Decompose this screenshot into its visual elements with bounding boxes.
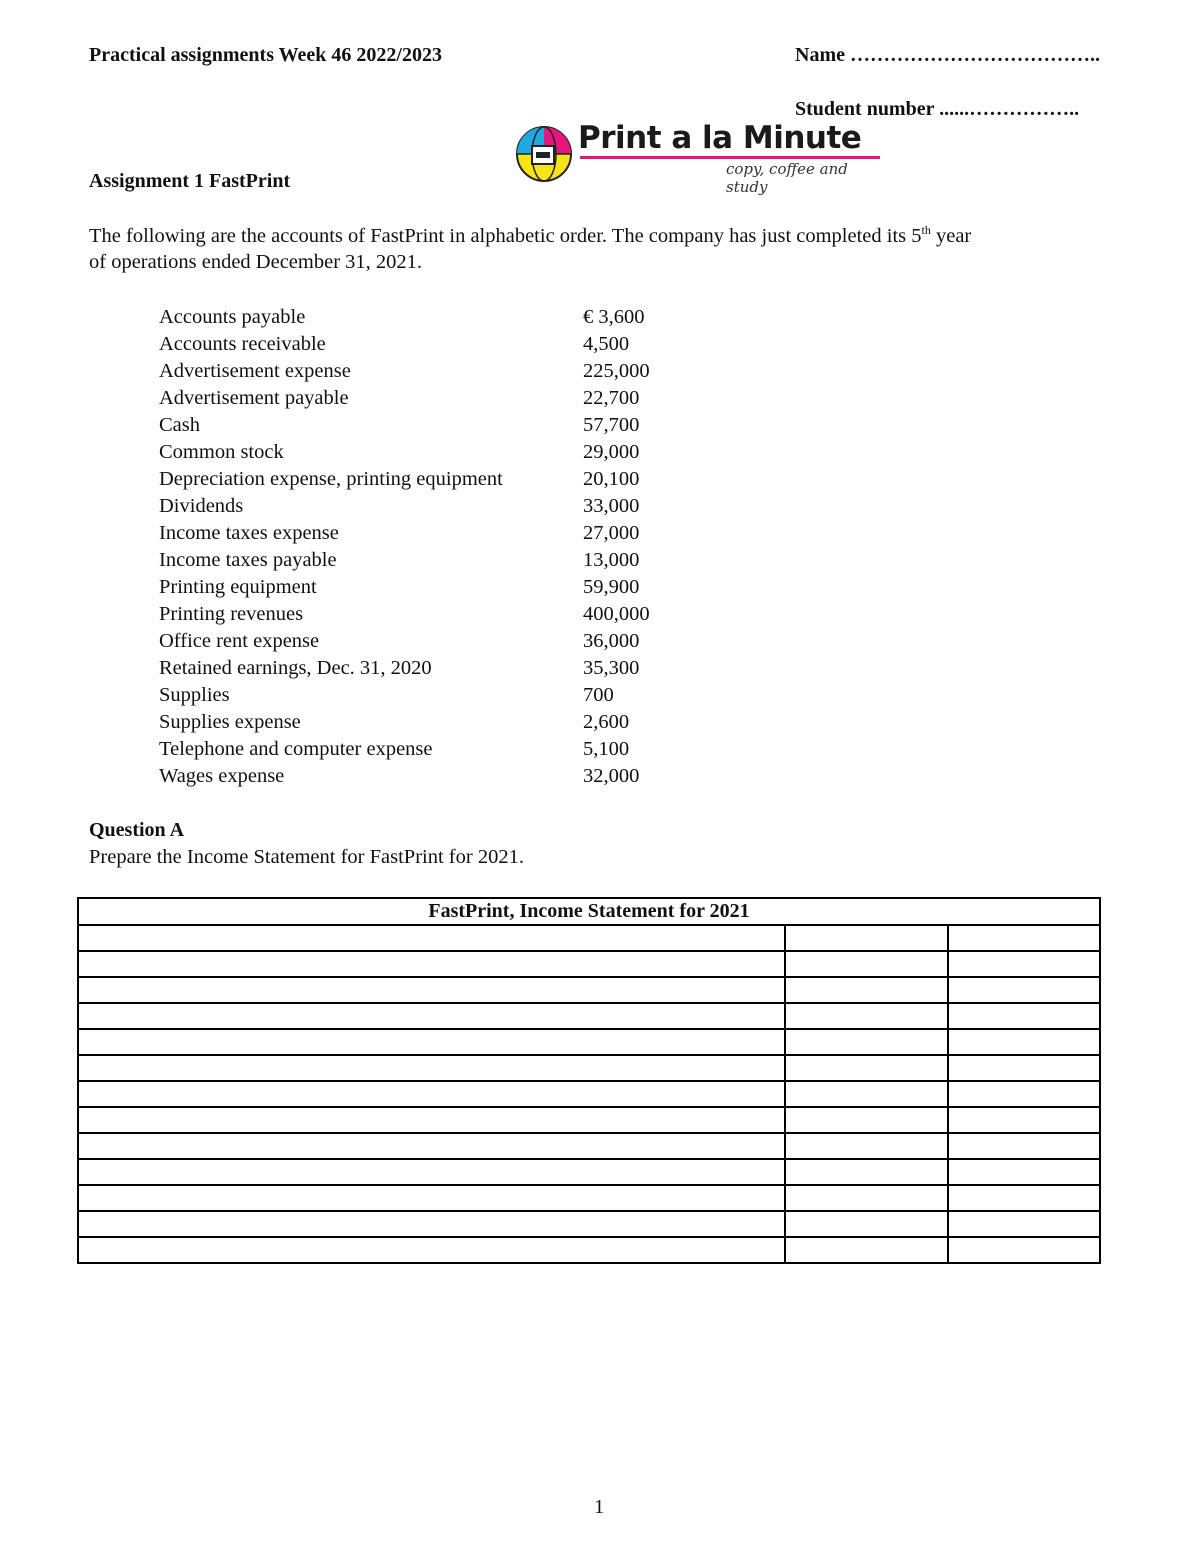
income-statement-row: [78, 1055, 1100, 1081]
account-row: [159, 709, 650, 736]
account-row: [159, 439, 650, 466]
account-row: [159, 331, 650, 358]
amount-cell[interactable]: [948, 977, 1100, 1003]
account-name: Advertisement payable: [159, 387, 349, 409]
amount-cell[interactable]: [948, 951, 1100, 977]
income-statement-row: [78, 1159, 1100, 1185]
amount-cell[interactable]: [948, 1003, 1100, 1029]
account-row: [159, 682, 650, 709]
amount-cell[interactable]: [785, 1003, 949, 1029]
account-name: Income taxes expense: [159, 522, 339, 544]
account-value: 33,000: [583, 495, 640, 517]
income-statement-row: [78, 925, 1100, 951]
account-row: [159, 736, 650, 763]
account-row: [159, 493, 650, 520]
account-row: [159, 655, 650, 682]
amount-cell[interactable]: [948, 1133, 1100, 1159]
account-row: [159, 520, 650, 547]
account-row: [159, 601, 650, 628]
account-row: [159, 385, 650, 412]
amount-cell[interactable]: [785, 1133, 949, 1159]
accounts-list: [159, 304, 650, 790]
income-statement-row: [78, 1003, 1100, 1029]
account-name: Supplies: [159, 684, 230, 706]
amount-cell[interactable]: [785, 925, 949, 951]
line-item-cell[interactable]: [78, 1081, 785, 1107]
account-name: Printing revenues: [159, 603, 304, 625]
account-row: [159, 412, 650, 439]
amount-cell[interactable]: [948, 1211, 1100, 1237]
account-value: 29,000: [583, 441, 640, 463]
income-statement-row: [78, 1133, 1100, 1159]
student-number-label: Student number ......……………..: [795, 98, 1080, 120]
intro-line-2: of operations ended December 31, 2021.: [89, 251, 423, 273]
amount-cell[interactable]: [948, 1185, 1100, 1211]
question-title: Question A: [89, 819, 185, 841]
account-name: Advertisement expense: [159, 360, 351, 382]
intro-text-end: year: [930, 224, 972, 247]
line-item-cell[interactable]: [78, 1159, 785, 1185]
amount-cell[interactable]: [785, 951, 949, 977]
account-name: Printing equipment: [159, 576, 317, 598]
account-name: Cash: [159, 414, 200, 436]
logo-wordmark: Print a la Minute: [578, 120, 862, 156]
income-statement-row: [78, 1237, 1100, 1263]
amount-cell[interactable]: [785, 1211, 949, 1237]
amount-cell[interactable]: [785, 1029, 949, 1055]
line-item-cell[interactable]: [78, 1029, 785, 1055]
amount-cell[interactable]: [785, 1159, 949, 1185]
amount-cell[interactable]: [948, 1237, 1100, 1263]
account-row: [159, 547, 650, 574]
line-item-cell[interactable]: [78, 1133, 785, 1159]
amount-cell[interactable]: [948, 1081, 1100, 1107]
amount-cell[interactable]: [785, 1055, 949, 1081]
account-name: Dividends: [159, 495, 244, 517]
intro-text: The following are the accounts of FastPrint in alphabetic order. The company has just completed its 5: [89, 224, 922, 247]
name-field-label: Name ………………………………..: [795, 44, 1100, 66]
account-value: 32,000: [583, 765, 640, 787]
account-name: Common stock: [159, 441, 284, 463]
account-value: 225,000: [583, 360, 650, 382]
account-value: € 3,600: [583, 306, 645, 328]
account-value: 2,600: [583, 711, 630, 733]
account-value: 4,500: [583, 333, 630, 355]
account-name: Wages expense: [159, 765, 285, 787]
amount-cell[interactable]: [948, 1159, 1100, 1185]
income-statement-row: [78, 977, 1100, 1003]
assignment-title: Assignment 1 FastPrint: [89, 170, 291, 192]
amount-cell[interactable]: [785, 1185, 949, 1211]
logo-tagline: copy, coffee and study: [726, 160, 848, 196]
account-value: 13,000: [583, 549, 640, 571]
line-item-cell[interactable]: [78, 1237, 785, 1263]
account-row: [159, 358, 650, 385]
account-value: 400,000: [583, 603, 650, 625]
line-item-cell[interactable]: [78, 1107, 785, 1133]
logo-underline: [580, 156, 880, 159]
account-name: Accounts receivable: [159, 333, 326, 355]
account-value: 700: [583, 684, 614, 706]
income-statement-title: FastPrint, Income Statement for 2021: [78, 898, 1100, 925]
income-statement-table: [77, 897, 1101, 1264]
amount-cell[interactable]: [785, 1107, 949, 1133]
amount-cell[interactable]: [785, 1237, 949, 1263]
amount-cell[interactable]: [785, 977, 949, 1003]
account-name: Depreciation expense, printing equipment: [159, 468, 503, 490]
income-statement-row: [78, 951, 1100, 977]
amount-cell[interactable]: [948, 1029, 1100, 1055]
account-name: Office rent expense: [159, 630, 320, 652]
intro-superscript: th: [921, 223, 931, 237]
income-statement-row: [78, 1185, 1100, 1211]
account-row: [159, 628, 650, 655]
account-row: [159, 466, 650, 493]
income-statement-row: [78, 1107, 1100, 1133]
line-item-cell[interactable]: [78, 1003, 785, 1029]
account-row: [159, 304, 650, 331]
account-row: [159, 574, 650, 601]
question-text: Prepare the Income Statement for FastPrint for 2021.: [89, 846, 524, 868]
account-value: 35,300: [583, 657, 640, 679]
account-name: Income taxes payable: [159, 549, 337, 571]
account-row: [159, 763, 650, 790]
amount-cell[interactable]: [948, 925, 1100, 951]
income-statement-row: [78, 1029, 1100, 1055]
line-item-cell[interactable]: [78, 1055, 785, 1081]
account-name: Telephone and computer expense: [159, 738, 433, 760]
printer-globe-icon: [512, 122, 576, 184]
account-value: 5,100: [583, 738, 630, 760]
line-item-cell[interactable]: [78, 951, 785, 977]
account-value: 20,100: [583, 468, 640, 490]
amount-cell[interactable]: [948, 1107, 1100, 1133]
intro-line-1: [89, 223, 971, 248]
account-name: Retained earnings, Dec. 31, 2020: [159, 657, 432, 679]
account-value: 57,700: [583, 414, 640, 436]
income-statement-row: [78, 1211, 1100, 1237]
amount-cell[interactable]: [785, 1081, 949, 1107]
income-statement-title-row: [78, 898, 1100, 925]
page-number: 1: [594, 1496, 605, 1518]
line-item-cell[interactable]: [78, 925, 785, 951]
amount-cell[interactable]: [948, 1055, 1100, 1081]
print-a-la-minute-logo: [512, 120, 884, 196]
account-value: 36,000: [583, 630, 640, 652]
account-value: 22,700: [583, 387, 640, 409]
line-item-cell[interactable]: [78, 977, 785, 1003]
account-value: 59,900: [583, 576, 640, 598]
account-name: Supplies expense: [159, 711, 301, 733]
line-item-cell[interactable]: [78, 1211, 785, 1237]
course-title: Practical assignments Week 46 2022/2023: [89, 44, 442, 66]
account-value: 27,000: [583, 522, 640, 544]
income-statement-row: [78, 1081, 1100, 1107]
account-name: Accounts payable: [159, 306, 306, 328]
line-item-cell[interactable]: [78, 1185, 785, 1211]
